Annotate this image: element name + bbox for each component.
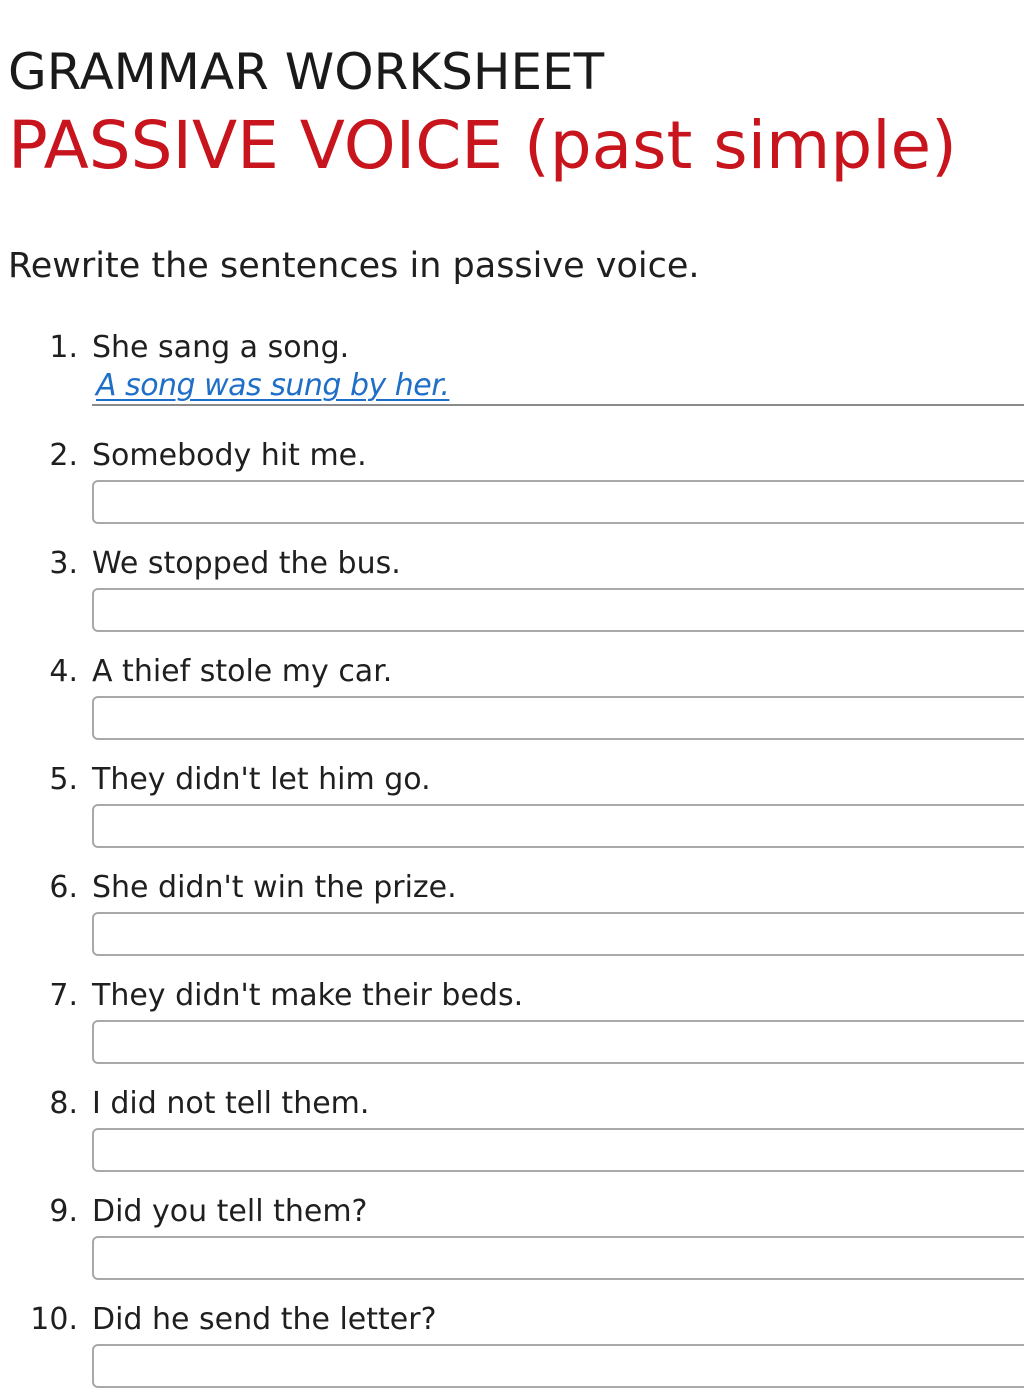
item-prompt: We stopped the bus. [92,546,401,581]
exercise-item-2 [0,436,1024,544]
worksheet-subtitle: PASSIVE VOICE (past simple) [8,107,957,184]
item-prompt: They didn't make their beds. [92,978,524,1013]
item-number: 4. [49,654,78,689]
exercise-item-8 [0,1084,1024,1192]
item-prompt: I did not tell them. [92,1086,370,1121]
answer-field[interactable] [92,480,1024,524]
instruction-text: Rewrite the sentences in passive voice. [8,246,700,286]
exercise-item-1 [0,328,1024,436]
answer-field[interactable] [92,1128,1024,1172]
item-number: 2. [49,438,78,473]
item-number: 10. [30,1302,78,1337]
item-prompt: Somebody hit me. [92,438,367,473]
answer-field[interactable] [92,804,1024,848]
exercise-item-6 [0,868,1024,976]
answer-field[interactable] [92,1236,1024,1280]
answer-field[interactable] [92,588,1024,632]
item-prompt: She sang a song. [92,330,350,365]
item-number: 8. [49,1086,78,1121]
item-number: 3. [49,546,78,581]
handwritten-answer: A song was sung by her. [96,368,450,403]
exercise-item-10 [0,1300,1024,1393]
exercise-item-9 [0,1192,1024,1300]
exercise-item-4 [0,652,1024,760]
answer-field[interactable] [92,1344,1024,1388]
item-prompt: A thief stole my car. [92,654,393,689]
item-prompt: Did he send the letter? [92,1302,437,1337]
exercise-item-5 [0,760,1024,868]
exercise-item-3 [0,544,1024,652]
item-number: 9. [49,1194,78,1229]
answer-field[interactable] [92,912,1024,956]
item-prompt: Did you tell them? [92,1194,368,1229]
answer-field[interactable] [92,696,1024,740]
item-number: 7. [49,978,78,1013]
exercise-item-7 [0,976,1024,1084]
answer-field[interactable] [92,1020,1024,1064]
item-prompt: They didn't let him go. [92,762,431,797]
answer-field[interactable] [92,366,1024,406]
item-prompt: She didn't win the prize. [92,870,457,905]
item-number: 6. [49,870,78,905]
worksheet-title: GRAMMAR WORKSHEET [8,43,605,101]
item-number: 5. [49,762,78,797]
item-number: 1. [49,330,78,365]
